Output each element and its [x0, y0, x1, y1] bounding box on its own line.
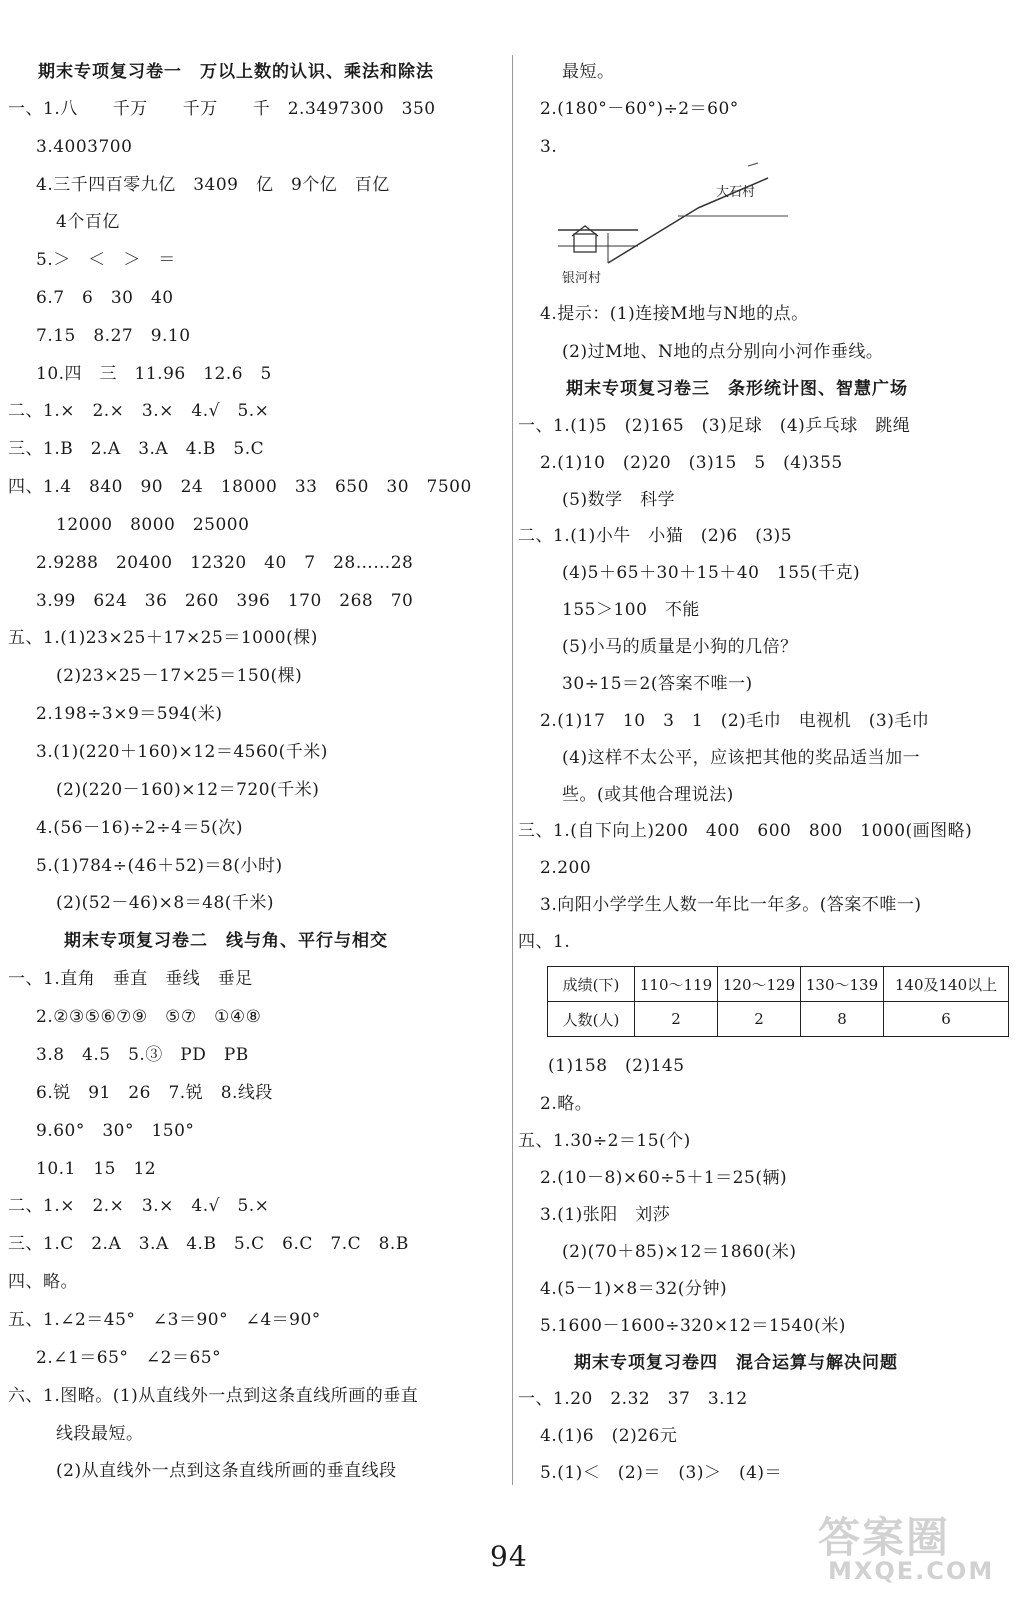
answer-line: 2.200 [540, 858, 592, 878]
answer-line: 2.(1)17 10 3 1 (2)毛巾 电视机 (3)毛巾 [540, 711, 930, 731]
answer-line: (5)小马的质量是小狗的几倍？ [562, 637, 798, 657]
answer-line: 三、1.C 2.A 3.A 4.B 5.C 6.C 7.C 8.B [8, 1234, 409, 1254]
answer-line: 五、1.(1)23×25＋17×25＝1000(棵) [8, 628, 318, 648]
answer-line: 六、1.图略。(1)从直线外一点到这条直线所画的垂直 [8, 1386, 419, 1406]
answer-line: 6.7 6 30 40 [36, 288, 174, 308]
answer-line: (2)(70＋85)×12＝1860(米) [562, 1242, 797, 1262]
answer-line: 5.1600－1600÷320×12＝1540(米) [540, 1316, 846, 1336]
table-header-cell: 成绩(下) [548, 967, 635, 1002]
answer-line: 4.(1)6 (2)26元 [540, 1426, 678, 1446]
answer-line: 6.锐 91 26 7.锐 8.线段 [36, 1083, 273, 1103]
answer-line: 一、1.(1)5 (2)165 (3)足球 (4)乒乓球 跳绳 [518, 416, 911, 436]
answer-line: 10.1 15 12 [36, 1159, 157, 1179]
answer-line: 3.向阳小学学生人数一年比一年多。(答案不唯一) [540, 895, 922, 915]
answer-line: 3.(1)张阳 刘莎 [540, 1205, 671, 1225]
answer-line: 4.(5－1)×8＝32(分钟) [540, 1279, 728, 1299]
table-cell: 6 [884, 1002, 1009, 1037]
answer-line: 4.(56－16)÷2÷4＝5(次) [36, 818, 243, 838]
answer-line: 2.(10－8)×60÷5＋1＝25(辆) [540, 1168, 788, 1188]
score-table [547, 966, 1009, 1037]
column-divider [512, 55, 513, 1485]
answer-line: 5.(1)＜ (2)＝ (3)＞ (4)＝ [540, 1463, 783, 1483]
answer-line: 3.8 4.5 5.③ PD PB [36, 1045, 249, 1065]
village-label-top: 大石村 [716, 185, 756, 200]
table-header-row [548, 967, 1009, 1002]
answer-line: 一、1.八 千万 千万 千 2.3497300 350 [8, 99, 436, 119]
answer-line: (1)158 (2)145 [548, 1056, 685, 1076]
answer-line: 12000 8000 25000 [56, 515, 250, 535]
answer-line: 2.②③⑤⑥⑦⑨ ⑤⑦ ①④⑧ [36, 1007, 262, 1027]
answer-line: 2.略。 [540, 1094, 593, 1114]
table-cell: 2 [635, 1002, 718, 1037]
answer-line: 五、1.∠2＝45° ∠3＝90° ∠4＝90° [8, 1310, 321, 1330]
section-heading: 期末专项复习卷四 混合运算与解决问题 [574, 1353, 898, 1373]
answer-line: 2.∠1＝65° ∠2＝65° [36, 1348, 222, 1368]
answer-line: 三、1.(自下向上)200 400 600 800 1000(画图略) [518, 821, 973, 841]
answer-line: 2.(1)10 (2)20 (3)15 5 (4)355 [540, 453, 843, 473]
answer-line: (2)(52－46)×8＝48(千米) [56, 893, 275, 913]
table-cell: 8 [801, 1002, 884, 1037]
answer-line: 9.60° 30° 150° [36, 1121, 195, 1141]
answer-line: (2)(220－160)×12＝720(千米) [56, 780, 320, 800]
watermark-url: MXQE.COM [828, 1557, 995, 1585]
answer-line: 三、1.B 2.A 3.A 4.B 5.C [8, 439, 265, 459]
answer-line: 四、1. [518, 932, 571, 952]
answer-line: 四、1.4 840 90 24 18000 33 650 30 7500 [8, 477, 472, 497]
answer-line: 二、1.× 2.× 3.× 4.√ 5.× [8, 401, 270, 421]
village-label-bottom: 银河村 [562, 271, 602, 286]
answer-line: 4.三千四百零九亿 3409 亿 9个亿 百亿 [36, 175, 390, 195]
answer-line: (2)23×25－17×25＝150(棵) [56, 666, 303, 686]
answer-line: 五、1.30÷2＝15(个) [518, 1131, 691, 1151]
answer-line: 一、1.直角 垂直 垂线 垂足 [8, 969, 253, 989]
answer-line: 3.99 624 36 260 396 170 268 70 [36, 591, 414, 611]
village-diagram [548, 158, 808, 288]
answer-line: 一、1.20 2.32 37 3.12 [518, 1389, 748, 1409]
answer-line: 二、1.(1)小牛 小猫 (2)6 (3)5 [518, 526, 793, 546]
answer-line: 2.(180°－60°)÷2＝60° [540, 99, 739, 119]
answer-line: (4)5＋65＋30＋15＋40 155(千克) [562, 563, 861, 583]
table-header-cell: 110～119 [635, 967, 718, 1002]
answer-line: 四、略。 [8, 1272, 78, 1292]
watermark-text: 答案圈 [818, 1513, 951, 1562]
table-row [548, 1002, 1009, 1037]
answer-line: 2.198÷3×9＝594(米) [36, 704, 223, 724]
answer-line: 10.四 三 11.96 12.6 5 [36, 364, 272, 384]
answer-line: 5.(1)784÷(46＋52)＝8(小时) [36, 856, 283, 876]
answer-line: 5.＞ ＜ ＞ ＝ [36, 250, 176, 270]
table-header-cell: 140及140以上 [884, 967, 1009, 1002]
answer-line: 2.9288 20400 12320 40 7 28……28 [36, 553, 414, 573]
answer-line: (2)从直线外一点到这条直线所画的垂直线段 [56, 1461, 397, 1481]
table-header-cell: 120～129 [718, 967, 801, 1002]
table-cell: 人数(人) [548, 1002, 635, 1037]
section-heading: 期末专项复习卷一 万以上数的认识、乘法和除法 [38, 62, 434, 82]
answer-line: 30÷15＝2(答案不唯一) [562, 674, 753, 694]
watermark-logo [800, 1505, 1025, 1595]
answer-line: 些。(或其他合理说法) [562, 785, 734, 805]
answer-line: 155＞100 不能 [562, 600, 700, 620]
table-cell: 2 [718, 1002, 801, 1037]
section-heading: 期末专项复习卷二 线与角、平行与相交 [64, 931, 388, 951]
answer-line: 最短。 [562, 62, 615, 82]
answer-line: 3. [540, 137, 558, 157]
answer-line: 7.15 8.27 9.10 [36, 326, 191, 346]
answer-line: (2)过M地、N地的点分别向小河作垂线。 [562, 342, 884, 362]
answer-line: 3.4003700 [36, 137, 133, 157]
section-heading: 期末专项复习卷三 条形统计图、智慧广场 [566, 379, 908, 399]
answer-line: 线段最短。 [56, 1424, 144, 1444]
answer-line: 二、1.× 2.× 3.× 4.√ 5.× [8, 1196, 270, 1216]
answer-line: (4)这样不太公平，应该把其他的奖品适当加一 [562, 748, 921, 768]
page-number: 94 [490, 1540, 528, 1573]
answer-line: 4.提示：(1)连接M地与N地的点。 [540, 304, 809, 324]
answer-line: 3.(1)(220＋160)×12＝4560(千米) [36, 742, 328, 762]
answer-line: 4个百亿 [56, 212, 120, 232]
answer-line: (5)数学 科学 [562, 490, 676, 510]
table-header-cell: 130～139 [801, 967, 884, 1002]
